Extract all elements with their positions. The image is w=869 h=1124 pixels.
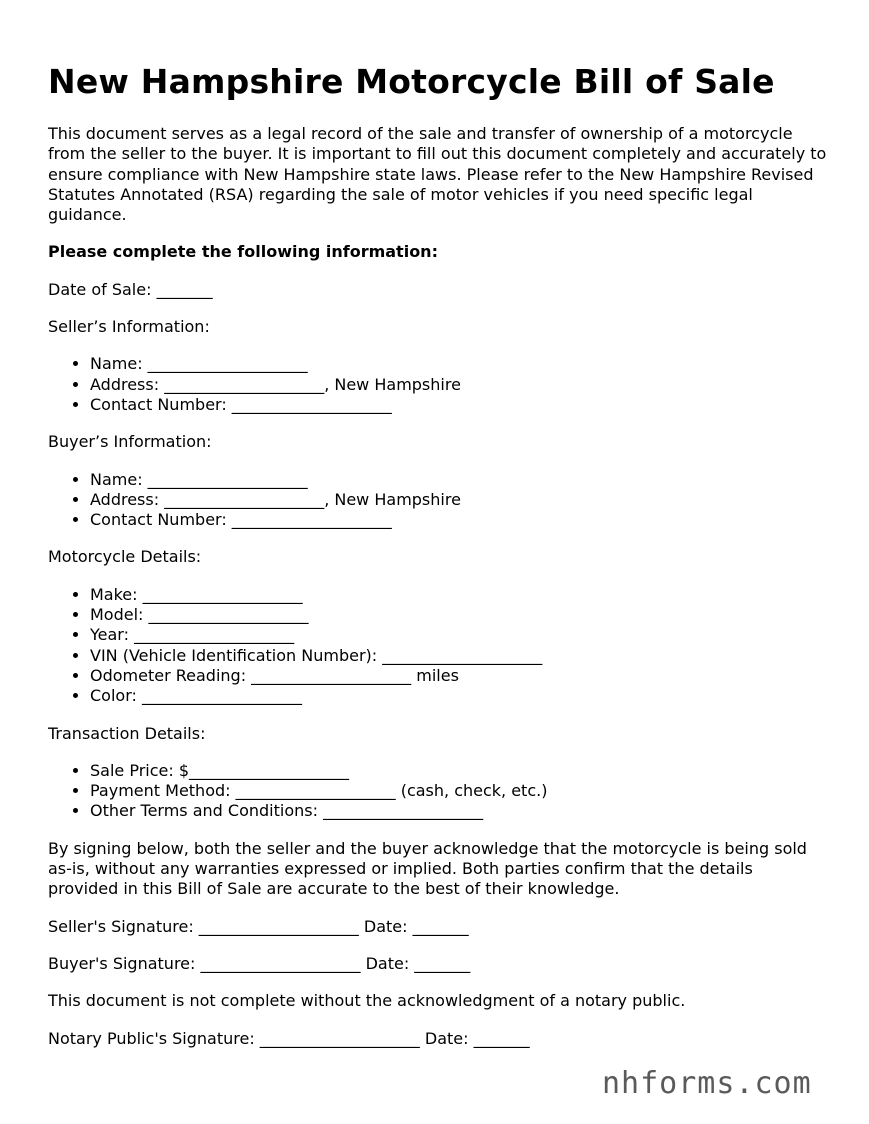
- seller-info-list: [48, 354, 828, 415]
- seller-contact-field: • Contact Number: ____________________: [90, 395, 828, 415]
- year-field: • Year: ____________________: [90, 625, 828, 645]
- buyer-info-heading: Buyer’s Information:: [48, 432, 212, 452]
- instructions-heading: Please complete the following information:: [48, 242, 438, 262]
- notary-signature-line: Notary Public's Signature: ____________________ Date: _______: [48, 1028, 530, 1048]
- vin-field: • VIN (Vehicle Identification Number): ____________________: [90, 646, 828, 666]
- buyer-name-field: • Name: ____________________: [90, 470, 828, 490]
- motorcycle-details-heading: Motorcycle Details:: [48, 547, 202, 567]
- buyer-contact-field: • Contact Number: ____________________: [90, 510, 828, 530]
- date-of-sale-field: Date of Sale: _______: [48, 279, 213, 299]
- odometer-field: • Odometer Reading: ____________________ miles: [90, 666, 828, 686]
- color-field: • Color: ____________________: [90, 686, 828, 706]
- intro-paragraph: This document serves as a legal record of the sale and transfer of ownership of a motorcycle from the seller to the buyer. It is important to fill out this document completely and accurately to ensure compliance with New Hampshire state laws. Please refer to the New Hampshire Revised Statutes Annotated (RSA) regarding the sale of motor vehicles if you need specific legal guidance.: [48, 124, 827, 225]
- document-title: New Hampshire Motorcycle Bill of Sale: [48, 62, 775, 101]
- acknowledgment-paragraph: By signing below, both the seller and the buyer acknowledge that the motorcycle is being sold as-is, without any warranties expressed or implied. Both parties confirm that the details provided in this Bill of Sale are accurate to the best of their knowledge.: [48, 838, 807, 899]
- buyer-info-list: [48, 470, 828, 531]
- motorcycle-details-list: [48, 585, 828, 707]
- buyer-signature-line: Buyer's Signature: ____________________ Date: _______: [48, 953, 471, 973]
- document-page: [48, 60, 828, 1049]
- seller-address-field: • Address: ____________________, New Hampshire: [90, 375, 828, 395]
- transaction-details-heading: Transaction Details:: [48, 723, 206, 743]
- seller-signature-line: Seller's Signature: ____________________ Date: _______: [48, 916, 469, 936]
- payment-method-field: • Payment Method: ____________________ (cash, check, etc.): [90, 781, 828, 801]
- buyer-address-field: • Address: ____________________, New Hampshire: [90, 490, 828, 510]
- other-terms-field: • Other Terms and Conditions: ____________________: [90, 801, 828, 821]
- site-watermark: nhforms.com: [602, 1066, 812, 1101]
- seller-info-heading: Seller’s Information:: [48, 317, 210, 337]
- make-field: • Make: ____________________: [90, 585, 828, 605]
- notary-note: This document is not complete without the acknowledgment of a notary public.: [48, 991, 686, 1011]
- seller-name-field: • Name: ____________________: [90, 354, 828, 374]
- transaction-details-list: [48, 761, 828, 822]
- sale-price-field: • Sale Price: $____________________: [90, 761, 828, 781]
- model-field: • Model: ____________________: [90, 605, 828, 625]
